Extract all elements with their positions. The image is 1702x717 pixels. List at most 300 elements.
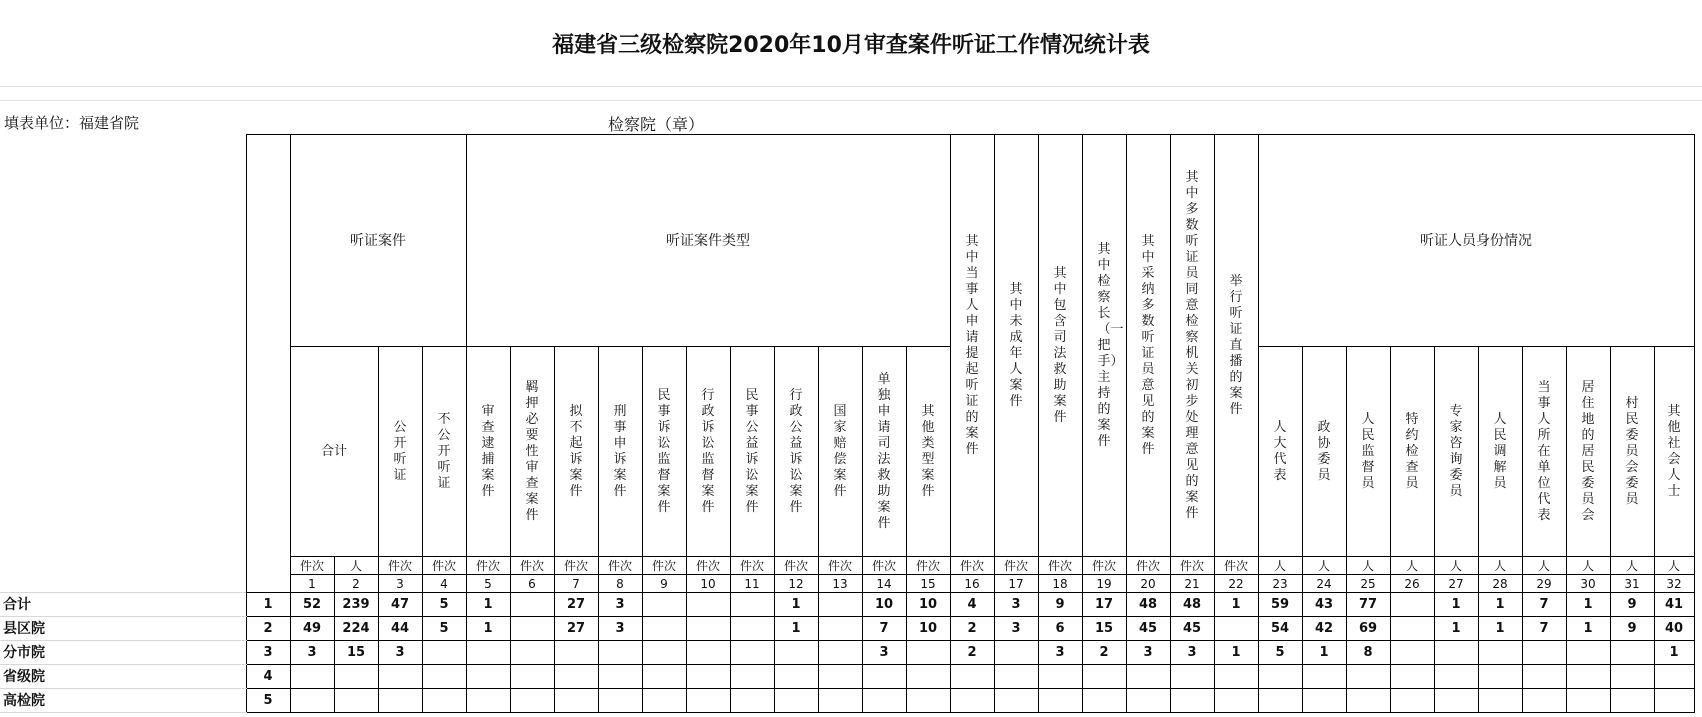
unit-cell: 件次 xyxy=(554,557,598,575)
header-label: 行政公益诉讼案件 xyxy=(789,387,803,515)
table-cell xyxy=(1346,665,1390,689)
table-cell: 1 xyxy=(1434,617,1478,641)
table-cell xyxy=(1214,617,1258,641)
table-cell xyxy=(730,641,774,665)
table-cell xyxy=(862,689,906,713)
table-cell xyxy=(686,665,730,689)
table-cell xyxy=(1478,641,1522,665)
table-cell: 1 xyxy=(1566,593,1610,617)
table-cell: 3 xyxy=(1170,641,1214,665)
column-header-15 xyxy=(906,347,950,557)
unit-cell: 人 xyxy=(1302,557,1346,575)
table-cell xyxy=(994,641,1038,665)
table-cell xyxy=(1522,665,1566,689)
table-cell: 10 xyxy=(862,593,906,617)
column-number: 22 xyxy=(1214,575,1258,593)
table-cell xyxy=(598,689,642,713)
unit-cell: 人 xyxy=(1390,557,1434,575)
header-label: 民事公益诉讼案件 xyxy=(745,387,759,515)
header-label: 羁押必要性审查案件 xyxy=(525,379,539,523)
table-cell: 40 xyxy=(1654,617,1694,641)
table-cell xyxy=(1566,665,1610,689)
unit-cell: 件次 xyxy=(994,557,1038,575)
table-cell: 27 xyxy=(554,617,598,641)
table-row xyxy=(0,689,1694,713)
table-cell xyxy=(774,689,818,713)
table-cell xyxy=(818,593,862,617)
table-cell: 9 xyxy=(1038,593,1082,617)
table-cell xyxy=(950,665,994,689)
column-header-11 xyxy=(730,347,774,557)
unit-cell: 件次 xyxy=(466,557,510,575)
header-label: 其中多数听证员同意检察机关初步处理意见的案件 xyxy=(1185,169,1199,521)
table-cell xyxy=(1434,665,1478,689)
header-label: 单独申请司法救助案件 xyxy=(877,371,891,531)
table-cell: 3 xyxy=(290,641,334,665)
column-number: 26 xyxy=(1390,575,1434,593)
table-cell: 2 xyxy=(1082,641,1126,665)
table-cell: 1 xyxy=(1434,593,1478,617)
unit-cell: 件次 xyxy=(1082,557,1126,575)
table-cell xyxy=(554,689,598,713)
group-hearing-cases: 听证案件 xyxy=(290,135,466,347)
unit-cell: 件次 xyxy=(818,557,862,575)
header-label: 民事诉讼监督案件 xyxy=(657,387,671,515)
row-index: 1 xyxy=(246,593,290,617)
column-number: 9 xyxy=(642,575,686,593)
unit-cell: 人 xyxy=(1258,557,1302,575)
header-label: 人民监督员 xyxy=(1361,411,1375,491)
table-cell xyxy=(642,665,686,689)
table-cell xyxy=(1170,665,1214,689)
row-name: 县区院 xyxy=(0,617,246,641)
column-header-13 xyxy=(818,347,862,557)
table-cell xyxy=(686,593,730,617)
table-cell: 48 xyxy=(1170,593,1214,617)
table-cell xyxy=(906,689,950,713)
table-cell: 15 xyxy=(334,641,378,665)
column-number: 15 xyxy=(906,575,950,593)
table-cell: 239 xyxy=(334,593,378,617)
column-number: 7 xyxy=(554,575,598,593)
table-cell: 224 xyxy=(334,617,378,641)
column-number: 19 xyxy=(1082,575,1126,593)
column-header-28 xyxy=(1478,347,1522,557)
table-cell xyxy=(994,689,1038,713)
table-cell xyxy=(774,641,818,665)
unit-cell: 件次 xyxy=(598,557,642,575)
column-header-14 xyxy=(862,347,906,557)
header-label: 其中包含司法救助案件 xyxy=(1053,265,1067,425)
column-header-7 xyxy=(554,347,598,557)
table-cell xyxy=(818,617,862,641)
table-cell: 1 xyxy=(774,593,818,617)
column-number: 14 xyxy=(862,575,906,593)
column-header-10 xyxy=(686,347,730,557)
column-header-26 xyxy=(1390,347,1434,557)
table-cell xyxy=(686,617,730,641)
column-header-30 xyxy=(1566,347,1610,557)
unit-cell: 件次 xyxy=(290,557,334,575)
header-label: 特约检查员 xyxy=(1405,411,1419,491)
header-label: 人大代表 xyxy=(1273,419,1287,483)
table-cell xyxy=(1038,689,1082,713)
table-cell xyxy=(642,617,686,641)
seal-label: 检察院（章） xyxy=(608,115,705,134)
header-label: 人民调解员 xyxy=(1493,411,1507,491)
table-cell xyxy=(862,665,906,689)
table-cell xyxy=(598,641,642,665)
table-cell: 10 xyxy=(906,593,950,617)
table-cell: 1 xyxy=(466,593,510,617)
column-number: 5 xyxy=(466,575,510,593)
row-name: 高检院 xyxy=(0,689,246,713)
table-cell: 54 xyxy=(1258,617,1302,641)
column-number: 32 xyxy=(1654,575,1694,593)
table-cell xyxy=(290,689,334,713)
column-number: 21 xyxy=(1170,575,1214,593)
table-cell: 3 xyxy=(994,617,1038,641)
table-cell: 4 xyxy=(950,593,994,617)
table-cell xyxy=(1214,665,1258,689)
table-cell: 1 xyxy=(1566,617,1610,641)
table-cell: 5 xyxy=(422,593,466,617)
unit-cell: 件次 xyxy=(642,557,686,575)
table-cell: 9 xyxy=(1610,617,1654,641)
table-cell: 45 xyxy=(1170,617,1214,641)
table-cell xyxy=(422,689,466,713)
header-label: 审查逮捕案件 xyxy=(481,403,495,499)
table-cell xyxy=(1610,689,1654,713)
table-cell: 69 xyxy=(1346,617,1390,641)
header-label: 其他社会人士 xyxy=(1667,403,1681,499)
header-label: 其中未成年人案件 xyxy=(1009,281,1023,409)
table-cell xyxy=(598,665,642,689)
table-row xyxy=(0,617,1694,641)
table-cell xyxy=(1126,689,1170,713)
table-cell: 3 xyxy=(598,617,642,641)
table-cell xyxy=(378,689,422,713)
table-cell: 42 xyxy=(1302,617,1346,641)
table-cell xyxy=(818,665,862,689)
table-cell: 6 xyxy=(1038,617,1082,641)
fill-unit-label: 填表单位：福建省院 xyxy=(4,114,140,132)
table-cell: 1 xyxy=(1214,641,1258,665)
table-cell: 3 xyxy=(378,641,422,665)
table-cell xyxy=(510,689,554,713)
table-cell xyxy=(1566,641,1610,665)
unit-cell: 件次 xyxy=(1170,557,1214,575)
table-cell xyxy=(1390,689,1434,713)
table-cell: 1 xyxy=(466,617,510,641)
unit-cell: 人 xyxy=(334,557,378,575)
group-personnel: 听证人员身份情况 xyxy=(1258,135,1694,347)
table-cell xyxy=(730,593,774,617)
unit-cell: 人 xyxy=(1478,557,1522,575)
header-label: 举行听证直播的案件 xyxy=(1229,273,1243,417)
table-cell: 1 xyxy=(774,617,818,641)
header-label: 居住地的居民委员会 xyxy=(1581,379,1595,523)
table-cell: 47 xyxy=(378,593,422,617)
header-label: 其他类型案件 xyxy=(921,403,935,499)
unit-cell: 件次 xyxy=(730,557,774,575)
column-header-16 xyxy=(950,135,994,557)
column-number: 31 xyxy=(1610,575,1654,593)
column-header-22 xyxy=(1214,135,1258,557)
unit-cell: 件次 xyxy=(686,557,730,575)
column-number: 11 xyxy=(730,575,774,593)
column-number: 28 xyxy=(1478,575,1522,593)
corner-blank xyxy=(0,135,246,593)
table-cell xyxy=(1390,665,1434,689)
table-cell xyxy=(1258,665,1302,689)
table-cell xyxy=(510,593,554,617)
table-cell xyxy=(510,617,554,641)
sheet-gridline xyxy=(0,86,1702,87)
table-row xyxy=(0,665,1694,689)
unit-cell: 人 xyxy=(1434,557,1478,575)
column-header-4 xyxy=(422,347,466,557)
header-label: 当事人所在单位代表 xyxy=(1537,379,1551,523)
unit-cell: 件次 xyxy=(774,557,818,575)
table-cell: 1 xyxy=(1478,593,1522,617)
table-cell xyxy=(1346,689,1390,713)
table-cell xyxy=(466,641,510,665)
table-cell: 17 xyxy=(1082,593,1126,617)
table-cell xyxy=(642,593,686,617)
column-header-total: 合计 xyxy=(290,347,378,557)
unit-cell: 件次 xyxy=(862,557,906,575)
table-cell xyxy=(1082,689,1126,713)
table-row xyxy=(0,641,1694,665)
column-number: 29 xyxy=(1522,575,1566,593)
table-cell: 5 xyxy=(422,617,466,641)
table-cell xyxy=(1434,641,1478,665)
row-name: 合计 xyxy=(0,593,246,617)
header-label: 其中检察长（一把手）主持的案件 xyxy=(1097,241,1124,449)
header-label: 不公开听证 xyxy=(437,411,451,491)
column-number: 27 xyxy=(1434,575,1478,593)
column-number: 30 xyxy=(1566,575,1610,593)
unit-cell: 件次 xyxy=(1214,557,1258,575)
table-cell xyxy=(818,641,862,665)
table-cell xyxy=(1390,593,1434,617)
column-number: 23 xyxy=(1258,575,1302,593)
table-cell xyxy=(1258,689,1302,713)
table-cell: 77 xyxy=(1346,593,1390,617)
table-cell xyxy=(642,641,686,665)
table-cell: 3 xyxy=(994,593,1038,617)
table-cell xyxy=(466,689,510,713)
column-number: 10 xyxy=(686,575,730,593)
unit-cell: 人 xyxy=(1522,557,1566,575)
column-header-25 xyxy=(1346,347,1390,557)
column-header-23 xyxy=(1258,347,1302,557)
table-cell xyxy=(1654,689,1694,713)
column-number: 25 xyxy=(1346,575,1390,593)
table-cell xyxy=(334,689,378,713)
table-cell xyxy=(554,641,598,665)
table-cell xyxy=(1126,665,1170,689)
table-cell xyxy=(1214,689,1258,713)
table-cell: 59 xyxy=(1258,593,1302,617)
table-cell xyxy=(730,617,774,641)
table-cell: 49 xyxy=(290,617,334,641)
table-row xyxy=(0,593,1694,617)
unit-cell: 件次 xyxy=(906,557,950,575)
table-cell: 41 xyxy=(1654,593,1694,617)
sheet-gridline xyxy=(0,100,1702,101)
column-number: 24 xyxy=(1302,575,1346,593)
table-cell: 3 xyxy=(1126,641,1170,665)
table-cell: 1 xyxy=(1478,617,1522,641)
table-cell xyxy=(1082,665,1126,689)
table-cell xyxy=(642,689,686,713)
row-index: 3 xyxy=(246,641,290,665)
column-header-12 xyxy=(774,347,818,557)
table-cell xyxy=(510,665,554,689)
table-cell xyxy=(1610,641,1654,665)
unit-cell: 人 xyxy=(1654,557,1694,575)
header-label: 刑事申诉案件 xyxy=(613,403,627,499)
table-cell xyxy=(422,641,466,665)
table-cell xyxy=(1302,689,1346,713)
table-cell xyxy=(1390,641,1434,665)
column-number: 13 xyxy=(818,575,862,593)
column-header-20 xyxy=(1126,135,1170,557)
row-index: 5 xyxy=(246,689,290,713)
table-cell xyxy=(1390,617,1434,641)
group-case-types: 听证案件类型 xyxy=(466,135,950,347)
column-header-21 xyxy=(1170,135,1214,557)
unit-cell: 件次 xyxy=(1038,557,1082,575)
header-label: 拟不起诉案件 xyxy=(569,403,583,499)
table-cell xyxy=(1566,689,1610,713)
column-header-8 xyxy=(598,347,642,557)
header-label: 村民委员会委员 xyxy=(1625,395,1639,507)
unit-cell: 件次 xyxy=(950,557,994,575)
table-cell xyxy=(290,665,334,689)
table-cell: 7 xyxy=(1522,617,1566,641)
column-number: 2 xyxy=(334,575,378,593)
unit-cell: 件次 xyxy=(510,557,554,575)
table-cell xyxy=(1478,665,1522,689)
table-cell: 10 xyxy=(906,617,950,641)
column-header-9 xyxy=(642,347,686,557)
table-cell xyxy=(1654,665,1694,689)
column-header-31 xyxy=(1610,347,1654,557)
table-cell xyxy=(1522,641,1566,665)
table-cell: 3 xyxy=(598,593,642,617)
table-cell xyxy=(950,689,994,713)
column-number: 4 xyxy=(422,575,466,593)
column-number: 17 xyxy=(994,575,1038,593)
column-header-19 xyxy=(1082,135,1126,557)
header-label: 其中采纳多数听证员意见的案件 xyxy=(1141,233,1155,457)
table-cell: 3 xyxy=(862,641,906,665)
column-header-24 xyxy=(1302,347,1346,557)
table-cell: 1 xyxy=(1302,641,1346,665)
table-cell xyxy=(1478,689,1522,713)
table-cell xyxy=(510,641,554,665)
table-cell: 2 xyxy=(950,641,994,665)
column-header-29 xyxy=(1522,347,1566,557)
column-number: 8 xyxy=(598,575,642,593)
table-cell: 3 xyxy=(1038,641,1082,665)
header-label: 行政诉讼监督案件 xyxy=(701,387,715,515)
table-cell: 9 xyxy=(1610,593,1654,617)
table-cell: 43 xyxy=(1302,593,1346,617)
header-label: 公开听证 xyxy=(393,419,407,483)
column-header-3 xyxy=(378,347,422,557)
table-cell xyxy=(334,665,378,689)
column-header-5 xyxy=(466,347,510,557)
column-header-27 xyxy=(1434,347,1478,557)
table-cell xyxy=(774,665,818,689)
table-cell xyxy=(906,665,950,689)
table-cell: 8 xyxy=(1346,641,1390,665)
table-cell: 48 xyxy=(1126,593,1170,617)
column-header-17 xyxy=(994,135,1038,557)
unit-cell: 人 xyxy=(1566,557,1610,575)
unit-cell: 人 xyxy=(1346,557,1390,575)
unit-cell: 人 xyxy=(1610,557,1654,575)
table-cell xyxy=(994,665,1038,689)
column-number: 3 xyxy=(378,575,422,593)
statistics-table xyxy=(0,134,1695,713)
column-header-32 xyxy=(1654,347,1694,557)
row-name: 省级院 xyxy=(0,665,246,689)
table-cell: 7 xyxy=(862,617,906,641)
table-cell: 45 xyxy=(1126,617,1170,641)
table-cell: 15 xyxy=(1082,617,1126,641)
table-cell: 44 xyxy=(378,617,422,641)
table-cell xyxy=(1434,689,1478,713)
column-number: 6 xyxy=(510,575,554,593)
table-cell xyxy=(730,665,774,689)
index-header xyxy=(246,135,290,593)
table-cell: 52 xyxy=(290,593,334,617)
row-name: 分市院 xyxy=(0,641,246,665)
column-header-6 xyxy=(510,347,554,557)
column-header-18 xyxy=(1038,135,1082,557)
table-cell xyxy=(730,689,774,713)
unit-cell: 件次 xyxy=(378,557,422,575)
table-cell xyxy=(906,641,950,665)
header-label: 国家赔偿案件 xyxy=(833,403,847,499)
table-cell xyxy=(1610,665,1654,689)
table-cell xyxy=(466,665,510,689)
column-number: 18 xyxy=(1038,575,1082,593)
column-number: 16 xyxy=(950,575,994,593)
table-cell xyxy=(818,689,862,713)
table-cell xyxy=(1038,665,1082,689)
header-label: 政协委员 xyxy=(1317,419,1331,483)
page-title: 福建省三级检察院2020年10月审查案件听证工作情况统计表 xyxy=(552,33,1150,58)
table-cell: 1 xyxy=(1654,641,1694,665)
table-cell: 1 xyxy=(1214,593,1258,617)
header-label: 专家咨询委员 xyxy=(1449,403,1463,499)
column-number: 12 xyxy=(774,575,818,593)
table-cell xyxy=(422,665,466,689)
row-index: 2 xyxy=(246,617,290,641)
table-cell xyxy=(1170,689,1214,713)
unit-cell: 件次 xyxy=(422,557,466,575)
table-cell xyxy=(1302,665,1346,689)
table-cell: 5 xyxy=(1258,641,1302,665)
header-label: 其中当事人申请提起听证的案件 xyxy=(965,233,979,457)
table-cell: 7 xyxy=(1522,593,1566,617)
